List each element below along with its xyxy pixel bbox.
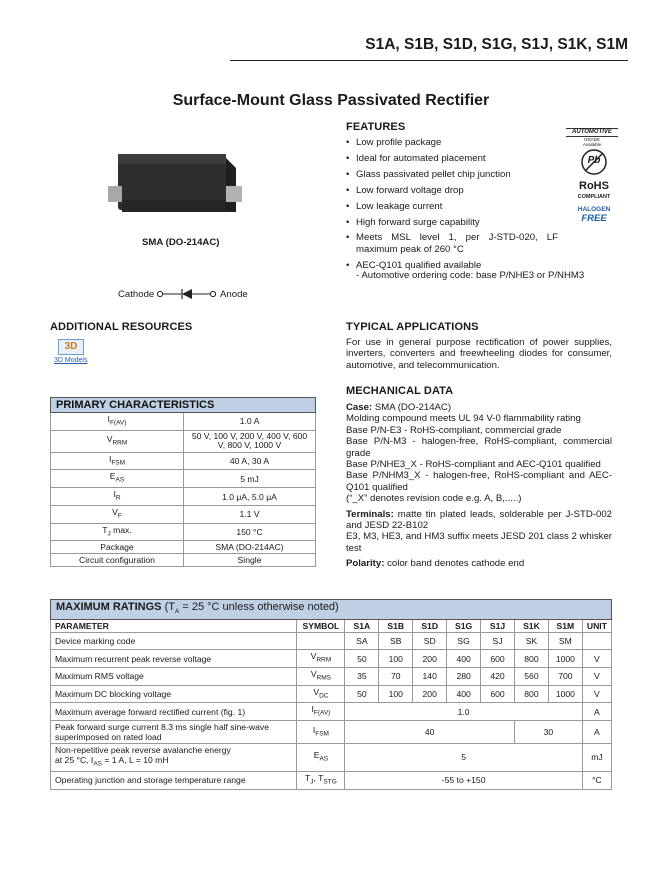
- table-row: [51, 413, 316, 431]
- unit-cell: A: [582, 721, 611, 744]
- max-ratings-title: MAXIMUM RATINGS: [56, 601, 162, 613]
- condition-sub: A: [174, 608, 180, 616]
- table-row: [51, 703, 612, 721]
- value-cell: 100: [379, 685, 413, 703]
- value-cell: 1.0: [345, 703, 582, 721]
- table-row: [51, 771, 612, 789]
- column-header-row: [51, 620, 612, 633]
- param-subscript: J: [107, 530, 111, 538]
- value-cell: 400: [447, 650, 481, 668]
- unit-cell: A: [582, 703, 611, 721]
- list-item: • Ideal for automated placement: [346, 153, 558, 164]
- value-cell: 35: [345, 667, 379, 685]
- terminals-line: [346, 509, 612, 532]
- param-subscript: RRM: [112, 439, 128, 447]
- terminals-value: matte tin plated leads, solderable per J-STD-002 and JESD 22-B102: [346, 508, 613, 532]
- terminals-extra: E3, M3, HE3, and HM3 suffix meets JESD 201 class 2 whisker test: [346, 531, 612, 554]
- param-line: Non-repetitive peak reverse avalanche energy: [55, 745, 231, 756]
- condition-rest: = 25 °C unless otherwise noted): [179, 601, 339, 613]
- value-cell: SB: [379, 633, 413, 650]
- unit-cell: V: [582, 650, 611, 668]
- param-value: 50 V, 100 V, 200 V, 400 V, 600 V, 800 V, 1000 V: [184, 430, 316, 452]
- value-cell: SA: [345, 633, 379, 650]
- param-symbol: Package: [51, 541, 184, 554]
- col-header: S1G: [447, 620, 481, 633]
- col-header: SYMBOL: [297, 620, 345, 633]
- table-row: [51, 430, 316, 452]
- symbol-cell: [297, 685, 345, 703]
- col-header: S1K: [514, 620, 548, 633]
- value-cell: 140: [413, 667, 447, 685]
- symbol-cell: [297, 633, 345, 650]
- halogen-text: HALOGEN: [577, 206, 611, 213]
- value-cell: 200: [413, 650, 447, 668]
- package-label: SMA (DO-214AC): [142, 237, 220, 248]
- typical-applications-heading: TYPICAL APPLICATIONS: [346, 321, 479, 333]
- value-cell: 700: [548, 667, 582, 685]
- symbol-text: , T: [313, 772, 324, 783]
- param-value: 1.0 μA, 5.0 μA: [184, 488, 316, 506]
- part-numbers-title: S1A, S1B, S1D, S1G, S1J, S1K, S1M: [365, 36, 628, 53]
- value-cell: 50: [345, 650, 379, 668]
- param-text: at 25 °C, I: [55, 755, 94, 766]
- col-header: UNIT: [582, 620, 611, 633]
- param-value: 150 °C: [184, 523, 316, 541]
- table-row: [51, 452, 316, 470]
- anode-label: Anode: [220, 289, 248, 300]
- table-row: [51, 554, 316, 567]
- symbol-cell: [297, 667, 345, 685]
- features-heading: FEATURES: [346, 121, 406, 133]
- maximum-ratings-table: [50, 599, 612, 790]
- mech-line: Base P/N-E3 - RoHS-compliant, commercial grade: [346, 424, 562, 436]
- param-subscript: F: [117, 512, 122, 520]
- polarity-value: color band denotes cathode end: [387, 558, 525, 570]
- unit-cell: [582, 633, 611, 650]
- param-cell: Device marking code: [51, 633, 297, 650]
- value-cell: 800: [514, 685, 548, 703]
- param-sub: AS: [93, 760, 102, 768]
- col-header: S1M: [548, 620, 582, 633]
- symbol-sub: FSM: [315, 730, 329, 738]
- pb-text: Pb: [587, 155, 601, 166]
- table-row: [51, 744, 612, 772]
- value-cell: 50: [345, 685, 379, 703]
- diode-symbol-icon: [155, 287, 221, 301]
- primary-characteristics-table: [50, 397, 316, 567]
- param-subscript: R: [115, 494, 121, 502]
- col-header: S1A: [345, 620, 379, 633]
- param-value: 1.1 V: [184, 505, 316, 523]
- value-cell: 1000: [548, 685, 582, 703]
- value-cell: 5: [345, 744, 582, 772]
- symbol-cell: [297, 771, 345, 789]
- value-cell: 1000: [548, 650, 582, 668]
- typical-applications-text: For use in general purpose rectification of power supplies, inverters, converters and freewheeling diodes for consumer, automotive, and telecommunication.: [346, 337, 612, 371]
- param-subscript: FSM: [111, 459, 126, 467]
- param-symbol: T: [102, 524, 108, 535]
- unit-cell: V: [582, 685, 611, 703]
- param-value: Single: [184, 554, 316, 567]
- unit-cell: mJ: [582, 744, 611, 772]
- symbol-text: V: [310, 651, 317, 662]
- table-row: [51, 667, 612, 685]
- document-title: Surface-Mount Glass Passivated Rectifier: [172, 92, 490, 109]
- symbol-text: I: [312, 724, 316, 735]
- param-cell: Maximum RMS voltage: [51, 667, 297, 685]
- mech-line: (“_X” denotes revision code e.g. A, B,.....): [346, 493, 522, 505]
- terminals-label: Terminals:: [346, 508, 394, 520]
- table-row: [51, 650, 612, 668]
- table-row: [51, 505, 316, 523]
- additional-resources-heading: ADDITIONAL RESOURCES: [50, 321, 193, 333]
- param-line: Peak forward surge current 8.3 ms single half sine-wave: [55, 722, 269, 733]
- mech-line: Base P/N-M3 - halogen-free, RoHS-compliant, commercial grade: [346, 436, 612, 459]
- mech-line: Base P/NHE3_X - RoHS-compliant and AEC-Q101 qualified: [346, 459, 601, 471]
- primary-characteristics-heading: PRIMARY CHARACTERISTICS: [51, 398, 316, 413]
- col-header: S1D: [413, 620, 447, 633]
- symbol-text: V: [310, 668, 317, 679]
- param-symbol: E: [109, 471, 116, 482]
- condition-text: (T: [164, 601, 175, 613]
- col-header: S1B: [379, 620, 413, 633]
- features-sub-item: - Automotive ordering code: base P/NHE3 or P/NHM3: [356, 270, 585, 281]
- maximum-ratings-heading: [51, 600, 612, 620]
- list-item: • Meets MSL level 1, per J-STD-020, LF maximum peak of 260 °C: [346, 232, 558, 255]
- col-header: S1J: [481, 620, 515, 633]
- value-cell: 420: [481, 667, 515, 685]
- symbol-sub: AS: [319, 755, 329, 763]
- list-item: • Low leakage current: [346, 201, 558, 212]
- symbol-cell: [297, 744, 345, 772]
- 3d-models-link[interactable]: 3D Models: [54, 357, 88, 364]
- mech-line: Molding compound meets UL 94 V-0 flammability rating: [346, 413, 581, 425]
- case-label: Case:: [346, 402, 373, 413]
- table-row: [51, 721, 612, 744]
- value-cell: 70: [379, 667, 413, 685]
- col-header: PARAMETER: [51, 620, 297, 633]
- param-value: 40 A, 30 A: [184, 452, 316, 470]
- table-row: [51, 685, 612, 703]
- symbol-cell: [297, 650, 345, 668]
- list-item: • Low forward voltage drop: [346, 185, 558, 196]
- table-row: [51, 633, 612, 650]
- symbol-sub: F(AV): [313, 710, 331, 718]
- value-cell: 280: [447, 667, 481, 685]
- table-row: [51, 541, 316, 554]
- value-cell: SK: [514, 633, 548, 650]
- cathode-label: Cathode: [118, 289, 155, 300]
- symbol-text: E: [313, 750, 320, 761]
- param-line: superimposed on rated load: [55, 732, 162, 743]
- param-subscript: F(AV): [109, 419, 127, 427]
- mechanical-data-heading: MECHANICAL DATA: [346, 385, 454, 397]
- automotive-grade-logo: [566, 128, 618, 147]
- header-rule: [230, 60, 628, 61]
- polarity-line: [346, 558, 612, 569]
- halogen-free-logo: FREE: [581, 213, 607, 224]
- value-cell: SG: [447, 633, 481, 650]
- list-item: • AEC-Q101 qualified available: [346, 260, 558, 271]
- value-cell: 600: [481, 685, 515, 703]
- list-item: • Low profile package: [346, 137, 558, 148]
- value-cell: 40: [345, 721, 515, 744]
- param-cell: Maximum recurrent peak reverse voltage: [51, 650, 297, 668]
- case-line: [346, 402, 612, 413]
- list-item: • High forward surge capability: [346, 217, 558, 228]
- param-cell: [51, 721, 297, 744]
- param-symbol: I: [108, 453, 112, 464]
- value-cell: SM: [548, 633, 582, 650]
- param-cell: Maximum average forward rectified current (fig. 1): [51, 703, 297, 721]
- param-line: [55, 755, 292, 770]
- param-symbol: I: [107, 414, 110, 424]
- table-row: [51, 523, 316, 541]
- polarity-label: Polarity:: [346, 558, 385, 570]
- available-text: Available: [582, 142, 602, 147]
- param-value: 1.0 A: [184, 413, 316, 431]
- param-subscript: AS: [115, 477, 125, 485]
- automotive-text: AUTOMOTIVE: [566, 128, 618, 137]
- param-symbol: I: [113, 489, 116, 500]
- param-suffix: max.: [110, 524, 132, 535]
- mechanical-data-block: [346, 402, 612, 570]
- symbol-sub: RRM: [316, 656, 332, 664]
- list-item: • Glass passivated pellet chip junction: [346, 169, 558, 180]
- symbol-text: T: [305, 772, 311, 783]
- param-text: = 1 A, L = 10 mH: [101, 755, 169, 766]
- param-value: 5 mJ: [184, 470, 316, 488]
- max-ratings-condition: [164, 601, 339, 616]
- symbol-text: V: [313, 686, 320, 697]
- value-cell: 200: [413, 685, 447, 703]
- features-list: [346, 137, 558, 271]
- symbol-text: I: [311, 704, 314, 715]
- param-value: SMA (DO-214AC): [184, 541, 316, 554]
- symbol-cell: [297, 703, 345, 721]
- value-cell: 600: [481, 650, 515, 668]
- symbol-sub: J: [310, 778, 314, 786]
- table-row: [51, 470, 316, 488]
- mech-line: Base P/NHM3_X - halogen-free, RoHS-compliant and AEC-Q101 qualified: [346, 470, 612, 493]
- symbol-sub: RMS: [316, 674, 331, 682]
- unit-cell: V: [582, 667, 611, 685]
- symbol-cell: [297, 721, 345, 744]
- param-symbol: V: [112, 506, 118, 517]
- param-cell: Maximum DC blocking voltage: [51, 685, 297, 703]
- param-symbol: V: [106, 433, 113, 444]
- value-cell: 100: [379, 650, 413, 668]
- value-cell: 400: [447, 685, 481, 703]
- param-cell: Operating junction and storage temperature range: [51, 771, 297, 789]
- table-row: [51, 488, 316, 506]
- symbol-sub: STG: [323, 778, 337, 786]
- symbol-sub: DC: [319, 692, 329, 700]
- value-cell: SJ: [481, 633, 515, 650]
- 3d-models-icon[interactable]: 3D: [58, 339, 84, 355]
- value-cell: 560: [514, 667, 548, 685]
- value-cell: SD: [413, 633, 447, 650]
- param-cell: [51, 744, 297, 772]
- compliant-text: COMPLIANT: [577, 194, 611, 200]
- grade-text: GRADE: [583, 137, 600, 142]
- param-symbol: Circuit configuration: [51, 554, 184, 567]
- rohs-logo: RoHS: [579, 180, 609, 192]
- value-cell: -55 to +150: [345, 771, 582, 789]
- package-image: [108, 140, 246, 232]
- unit-cell: °C: [582, 771, 611, 789]
- value-cell: 800: [514, 650, 548, 668]
- case-value: SMA (DO-214AC): [374, 402, 452, 413]
- value-cell: 30: [514, 721, 582, 744]
